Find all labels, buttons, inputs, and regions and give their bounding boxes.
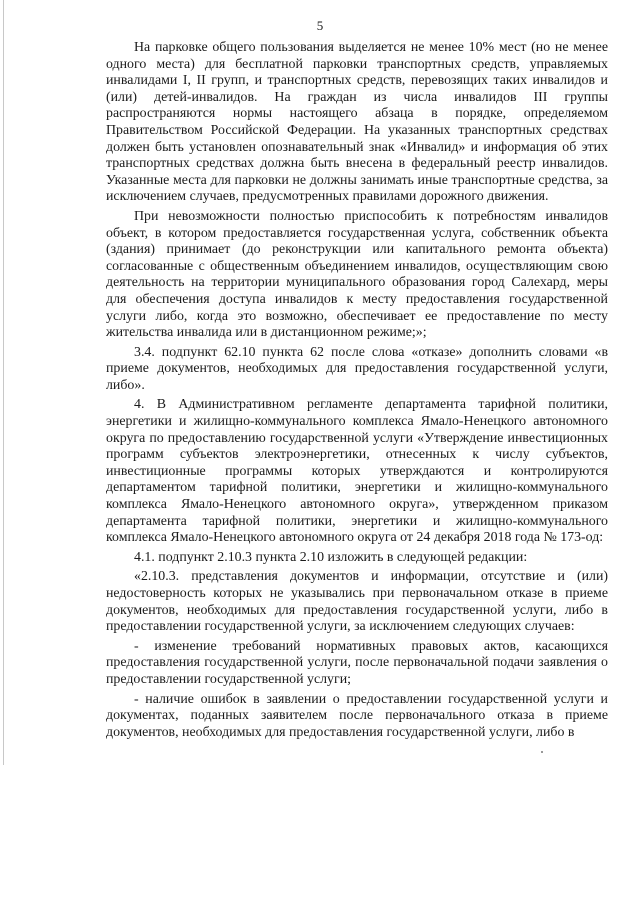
document-body (106, 40, 608, 741)
paragraph-3-4: 3.4. подпункт 62.10 пункта 62 после слова «отказе» дополнить словами «в приеме документов, необходимых для предоставления государственной услуги, либо». (106, 344, 608, 393)
page-number: 5 (316, 18, 324, 33)
paragraph-4-1: 4.1. подпункт 2.10.3 пункта 2.10 изложить в следующей редакции: (134, 549, 528, 565)
paragraph-accessibility: При невозможности полностью приспособить к потребностям инвалидов объект, в котором предоставляется государственная услуга, собственник объекта (здания) принимает (до реконструкции или капитального ремонта объекта) согласованные с общественным объединением инвалидов, осуществляющим свою деятельность на территории муниципального образования город Салехард, меры для обеспечения доступа инвалидов к месту предоставления государственной услуги либо, когда это возможно, обеспечивает ее предоставление по месту жительства инвалида или в дистанционном режиме;»; (106, 208, 608, 341)
scan-speck (541, 751, 543, 753)
list-item-requirements-change: - изменение требований нормативных правовых актов, касающихся предоставления государственной услуги, после первоначальной подачи заявления о предоставлении государственной услуги; (106, 638, 608, 687)
paragraph-4: 4. В Административном регламенте департамента тарифной политики, энергетики и жилищно-коммунального комплекса Ямало-Ненецкого автономного округа по предоставлению государственной услуги «Утверждение инвестиционных программ субъектов электроэнергетики, отнесенных к числу субъектов, инвестиционные программы которых утверждаются и контролируются департаментом тарифной политики, энергетики и жилищно-коммунального комплекса Ямало-Ненецкого автономного округа», утвержденном приказом департамента тарифной политики, энергетики и жилищно-коммунального комплекса Ямало-Ненецкого автономного округа от 24 декабря 2018 года № 173-од: (106, 397, 608, 546)
scan-edge-line (3, 0, 4, 765)
list-item-application-errors: - наличие ошибок в заявлении о предоставлении государственной услуги и документах, поданных заявителем после первоначального отказа в приеме документов, необходимых для предоставления государственной услуги, либо в (106, 691, 608, 740)
paragraph-2-10-3: «2.10.3. представления документов и информации, отсутствие и (или) недостоверность которых не указывались при первоначальном отказе в приеме документов, необходимых для предоставления государственной услуги, либо в предоставлении государственной услуги, за исключением следующих случаев: (106, 569, 608, 635)
paragraph-parking: На парковке общего пользования выделяется не менее 10% мест (но не менее одного места) для бесплатной парковки транспортных средств, управляемых инвалидами I, II групп, и транспортных средств, перевозящих таких инвалидов и (или) детей-инвалидов. На граждан из числа инвалидов III группы распространяются нормы настоящего абзаца в порядке, определяемом Правительством Российской Федерации. На указанных транспортных средствах должен быть установлен опознавательный знак «Инвалид» и информация об этих транспортных средствах должна быть внесена в федеральный реестр инвалидов. Указанные места для парковки не должны занимать иные транспортные средства, за исключением случаев, предусмотренных правилами дорожного движения. (106, 40, 608, 205)
